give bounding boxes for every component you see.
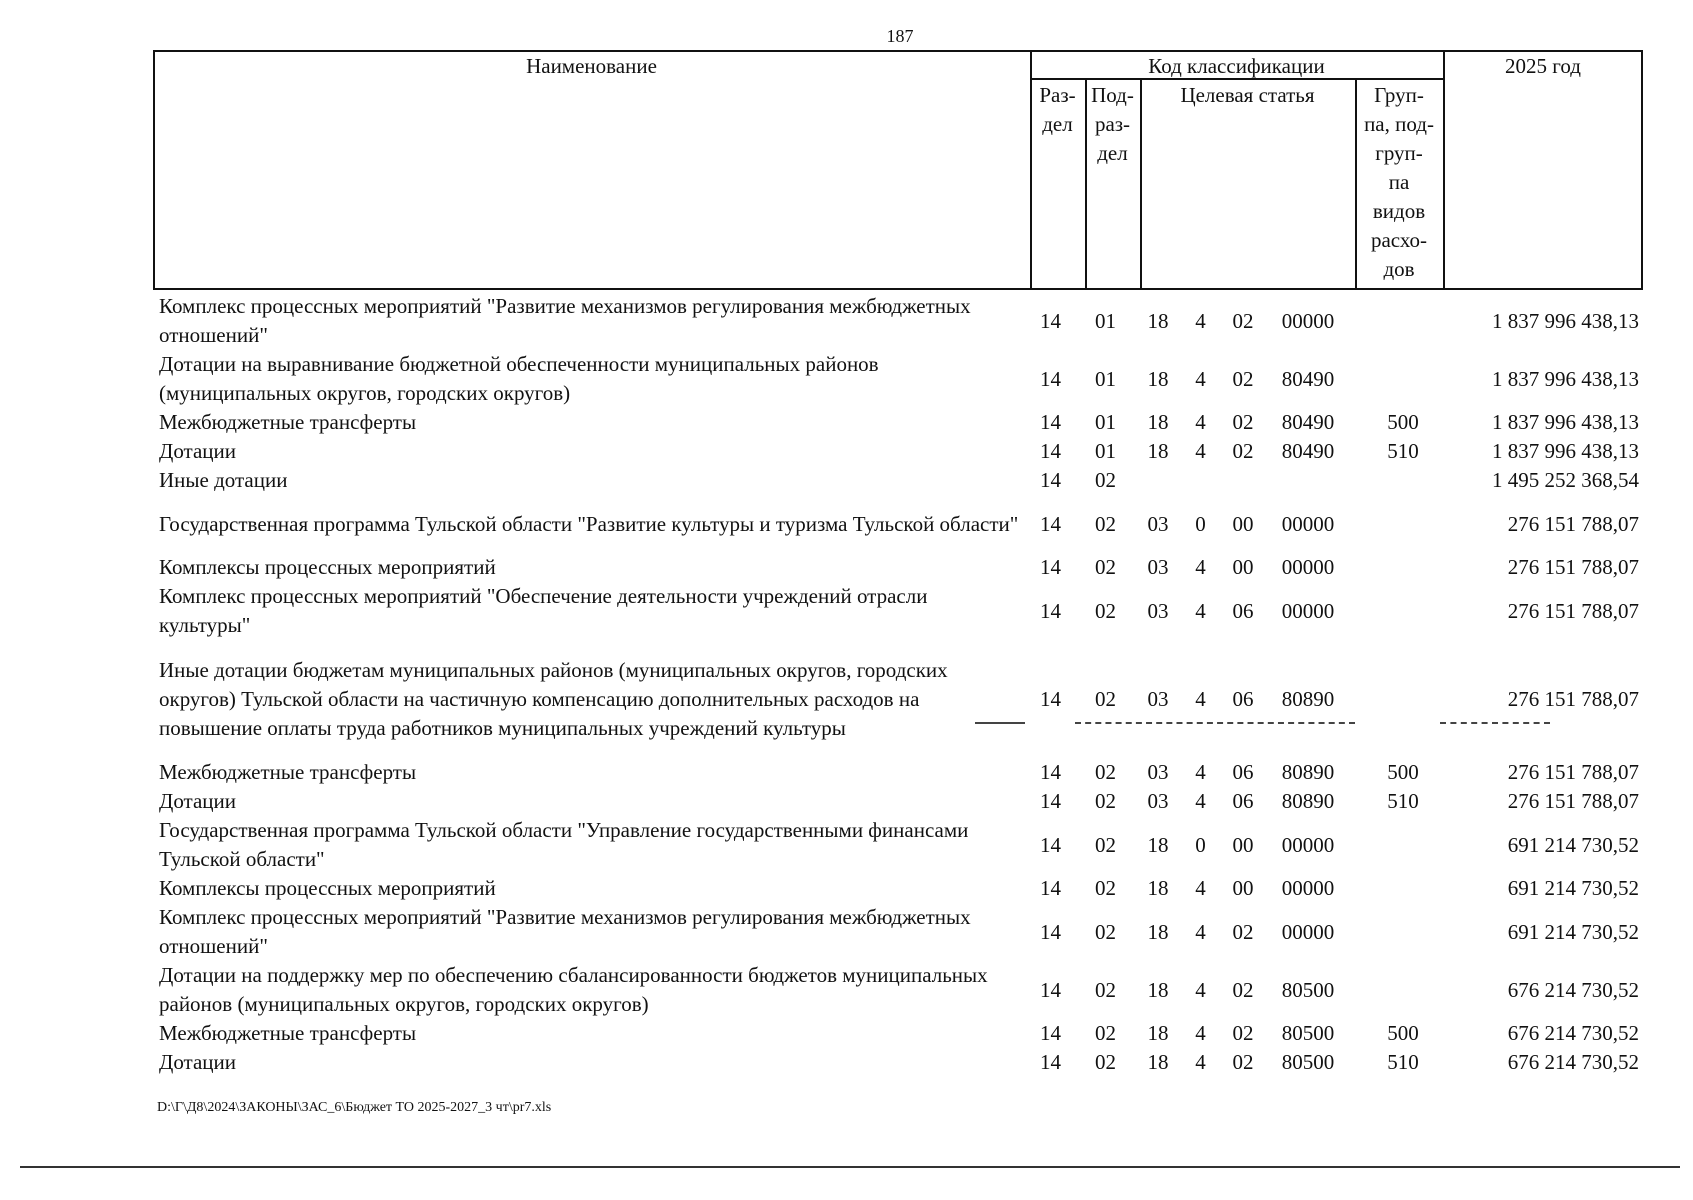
row-razdel: 14 [1040,977,1061,1002]
table-row [153,640,1643,758]
row-type: 4 [1195,555,1206,579]
row-direction: 80500 [1281,977,1335,1002]
header-group: Груп- па, под- груп- па видов расхо- дов [1364,83,1434,281]
header-razdel: Раз- дел [1039,83,1076,136]
row-razdel: 14 [1040,439,1061,463]
table-row [153,961,1643,1019]
row-main: 06 [1232,760,1254,784]
row-main: 02 [1232,308,1254,333]
row-podrazdel: 02 [1095,789,1116,813]
row-main: 06 [1232,598,1254,623]
row-name: Межбюджетные трансферты [159,1021,417,1045]
row-main: 02 [1232,1050,1254,1074]
row-podrazdel: 02 [1095,832,1116,857]
row-type: 4 [1195,789,1206,813]
row-group: 510 [1387,1050,1419,1074]
row-razdel: 14 [1040,832,1061,857]
header-year: 2025 год [1505,54,1581,78]
page-number: 187 [886,26,914,46]
row-amount: 276 151 788,07 [1507,686,1639,711]
row-program: 18 [1147,876,1169,900]
table-row [153,787,1643,816]
row-name: Межбюджетные трансферты [159,410,417,434]
row-razdel: 14 [1040,789,1061,813]
row-podrazdel: 02 [1095,555,1116,579]
table-row [153,553,1643,582]
row-razdel: 14 [1040,308,1061,333]
row-program: 18 [1147,439,1169,463]
row-podrazdel: 02 [1095,919,1116,944]
row-podrazdel: 01 [1095,308,1116,333]
row-program: 18 [1147,1050,1169,1074]
row-podrazdel: 02 [1095,1021,1116,1045]
row-group: 500 [1387,1021,1419,1045]
row-direction: 00000 [1281,876,1335,900]
row-program: 03 [1147,686,1169,711]
row-name: Государственная программа Тульской области "Развитие культуры и туризма Тульской области" [159,511,1019,536]
row-type: 4 [1195,598,1206,623]
row-type: 4 [1195,439,1206,463]
row-podrazdel: 02 [1095,1050,1116,1074]
row-amount: 276 151 788,07 [1507,789,1639,813]
row-direction: 00000 [1281,308,1335,333]
row-type: 4 [1195,308,1206,333]
row-main: 02 [1232,1021,1254,1045]
row-razdel: 14 [1040,760,1061,784]
row-main: 02 [1232,410,1254,434]
row-direction: 80490 [1281,366,1335,391]
row-name: Межбюджетные трансферты [159,760,417,784]
row-type: 4 [1195,977,1206,1002]
row-razdel: 14 [1040,410,1061,434]
row-direction: 00000 [1281,511,1335,536]
row-amount: 691 214 730,52 [1507,876,1639,900]
row-amount: 1 837 996 438,13 [1492,366,1639,391]
row-main: 02 [1232,919,1254,944]
row-name: Дотации на выравнивание бюджетной обеспеченности муниципальных районов (муниципальных округов, городских округов) [159,352,879,405]
row-razdel: 14 [1040,919,1061,944]
row-direction: 80500 [1281,1021,1335,1045]
row-direction: 80890 [1281,760,1335,784]
row-amount: 676 214 730,52 [1507,1021,1639,1045]
row-podrazdel: 02 [1095,511,1116,536]
row-program: 18 [1147,919,1169,944]
table-body [153,292,1643,1077]
table-row [153,466,1643,495]
row-name: Дотации [159,789,237,813]
row-type: 4 [1195,919,1206,944]
table-row [153,437,1643,466]
row-main: 02 [1232,439,1254,463]
row-main: 06 [1232,789,1254,813]
table-row [153,292,1643,350]
row-razdel: 14 [1040,555,1061,579]
row-direction: 80890 [1281,686,1335,711]
row-name: Дотации [159,439,237,463]
row-group: 500 [1387,760,1419,784]
scan-mark [1075,722,1355,724]
row-podrazdel: 02 [1095,760,1116,784]
row-amount: 691 214 730,52 [1507,919,1639,944]
row-name: Комплексы процессных мероприятий [159,876,496,900]
table-row [153,1048,1643,1077]
row-name: Иные дотации бюджетам муниципальных районов (муниципальных округов, городских округов) Тульской области на частичную компенсацию дополнительных расходов на повышение оплаты труда работников муниципальных учреждений культуры [159,657,948,740]
row-amount: 1 837 996 438,13 [1492,439,1639,463]
row-name: Дотации на поддержку мер по обеспечению сбалансированности бюджетов муниципальных районов (муниципальных округов, городских округов) [159,963,988,1016]
row-direction: 80490 [1281,410,1335,434]
row-program: 18 [1147,1021,1169,1045]
row-type: 0 [1195,832,1206,857]
row-type: 4 [1195,410,1206,434]
row-amount: 676 214 730,52 [1507,977,1639,1002]
row-podrazdel: 01 [1095,439,1116,463]
table-row [153,758,1643,787]
row-podrazdel: 02 [1095,598,1116,623]
table-row [153,1019,1643,1048]
row-type: 0 [1195,511,1206,536]
row-name: Комплекс процессных мероприятий "Развитие механизмов регулирования межбюджетных отношений" [159,294,971,347]
row-type: 4 [1195,760,1206,784]
row-direction: 00000 [1281,919,1335,944]
row-podrazdel: 02 [1095,876,1116,900]
row-amount: 276 151 788,07 [1507,598,1639,623]
row-amount: 1 837 996 438,13 [1492,410,1639,434]
table-row [153,903,1643,961]
row-direction: 00000 [1281,555,1335,579]
row-group: 510 [1387,789,1419,813]
table-header [153,50,1643,290]
row-podrazdel: 02 [1095,468,1116,492]
row-razdel: 14 [1040,686,1061,711]
header-divider [1443,50,1445,290]
row-razdel: 14 [1040,511,1061,536]
row-razdel: 14 [1040,1050,1061,1074]
row-program: 03 [1147,598,1169,623]
row-amount: 276 151 788,07 [1507,760,1639,784]
row-direction: 80490 [1281,439,1335,463]
row-amount: 676 214 730,52 [1507,1050,1639,1074]
row-amount: 691 214 730,52 [1507,832,1639,857]
table-row [153,874,1643,903]
header-code-group: Код классификации [1148,54,1325,78]
row-type: 4 [1195,366,1206,391]
row-razdel: 14 [1040,1021,1061,1045]
row-program: 03 [1147,511,1169,536]
row-group: 510 [1387,439,1419,463]
row-name: Комплексы процессных мероприятий [159,555,496,579]
row-program: 18 [1147,832,1169,857]
row-program: 03 [1147,760,1169,784]
row-program: 18 [1147,366,1169,391]
row-program: 03 [1147,555,1169,579]
header-podrazdel: Под- раз- дел [1091,83,1134,165]
scan-mark [975,722,1025,724]
header-name: Наименование [526,54,657,78]
row-main: 00 [1232,832,1254,857]
header-target: Целевая статья [1180,83,1315,107]
row-name: Государственная программа Тульской области "Управление государственными финансами Тульской области" [159,818,969,871]
row-razdel: 14 [1040,598,1061,623]
row-main: 00 [1232,876,1254,900]
row-name: Комплекс процессных мероприятий "Обеспечение деятельности учреждений отрасли культуры" [159,584,928,637]
row-podrazdel: 01 [1095,410,1116,434]
row-direction: 00000 [1281,598,1335,623]
row-main: 00 [1232,511,1254,536]
row-direction: 00000 [1281,832,1335,857]
scan-mark [1440,722,1550,724]
table-row [153,408,1643,437]
row-amount: 276 151 788,07 [1507,511,1639,536]
row-podrazdel: 02 [1095,977,1116,1002]
row-type: 4 [1195,876,1206,900]
row-main: 02 [1232,977,1254,1002]
row-podrazdel: 01 [1095,366,1116,391]
table-row [153,495,1643,553]
row-type: 4 [1195,1050,1206,1074]
row-program: 18 [1147,308,1169,333]
row-main: 06 [1232,686,1254,711]
bottom-rule [20,1166,1680,1168]
row-razdel: 14 [1040,876,1061,900]
row-podrazdel: 02 [1095,686,1116,711]
row-main: 02 [1232,366,1254,391]
row-type: 4 [1195,686,1206,711]
row-program: 18 [1147,410,1169,434]
table-row [153,350,1643,408]
row-type: 4 [1195,1021,1206,1045]
row-program: 18 [1147,977,1169,1002]
row-amount: 276 151 788,07 [1507,555,1639,579]
row-amount: 1 837 996 438,13 [1492,308,1639,333]
row-razdel: 14 [1040,366,1061,391]
row-program: 03 [1147,789,1169,813]
table-row [153,816,1643,874]
row-direction: 80890 [1281,789,1335,813]
row-razdel: 14 [1040,468,1061,492]
row-name: Комплекс процессных мероприятий "Развитие механизмов регулирования межбюджетных отношений" [159,905,971,958]
row-group: 500 [1387,410,1419,434]
row-amount: 1 495 252 368,54 [1492,468,1639,492]
file-path: D:\Г\Д8\2024\ЗАКОНЫ\ЗАС_6\Бюджет ТО 2025-2027_3 чт\pr7.xls [157,1100,552,1115]
table-row [153,582,1643,640]
row-main: 00 [1232,555,1254,579]
row-name: Дотации [159,1050,237,1074]
row-name: Иные дотации [159,468,288,492]
row-direction: 80500 [1281,1050,1335,1074]
